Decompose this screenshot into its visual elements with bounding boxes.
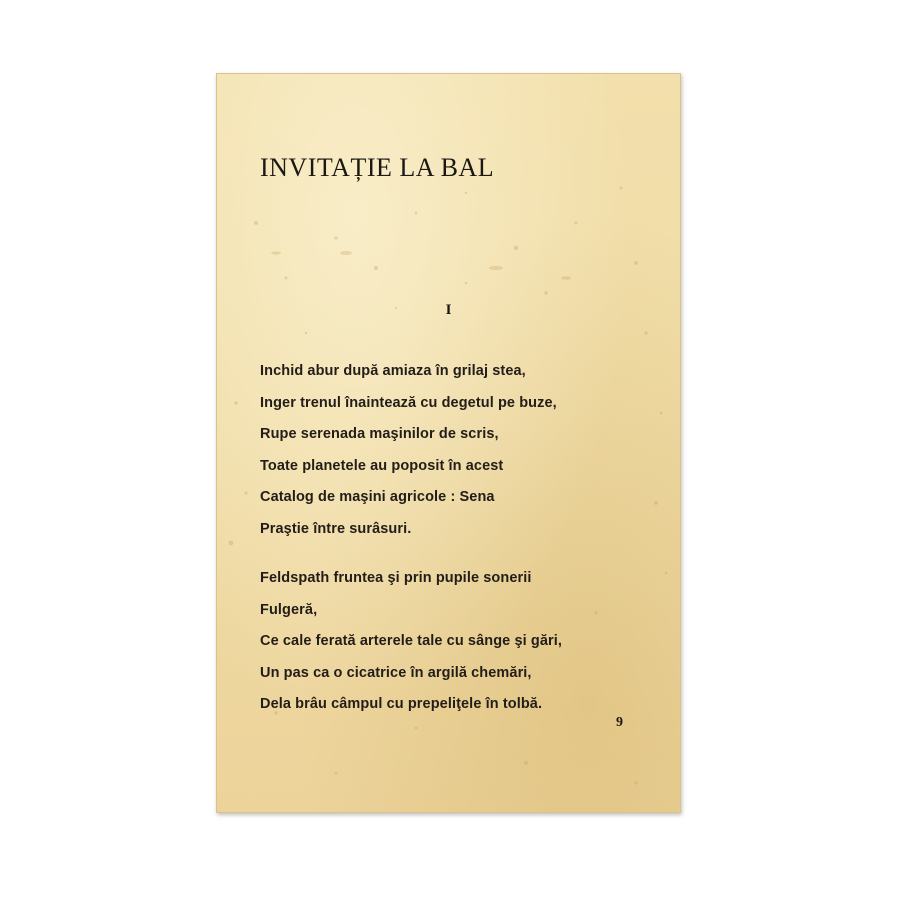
poem-line: Praştie între surâsuri.	[260, 520, 412, 537]
poem-line: Un pas ca o cicatrice în argilă chemări,	[260, 664, 532, 681]
poem-line: Ce cale ferată arterele tale cu sânge şi gări,	[260, 633, 563, 649]
poem-title: INVITAȚIE LA BAL	[260, 153, 495, 182]
poem-line: Toate planetele au poposit în acest	[260, 457, 504, 474]
poem-line: Feldspath fruntea şi prin pupile sonerii	[260, 570, 532, 586]
poem-line: Fulgeră,	[260, 601, 318, 618]
poem-line: Inger trenul înaintează cu degetul pe buze,	[260, 394, 557, 411]
book-page	[216, 73, 681, 813]
poem-line: Dela brâu câmpul cu prepeliţele în tolbă.	[260, 696, 543, 712]
section-number: I	[445, 302, 452, 318]
poem-line: Inchid abur după amiaza în grilaj stea,	[260, 363, 526, 379]
poem-line: Rupe serenada maşinilor de scris,	[260, 426, 499, 442]
stanza-2	[260, 563, 562, 721]
page-number: 9	[616, 715, 623, 730]
stanza-1	[260, 356, 557, 545]
poem-line: Catalog de maşini agricole : Sena	[260, 489, 495, 505]
